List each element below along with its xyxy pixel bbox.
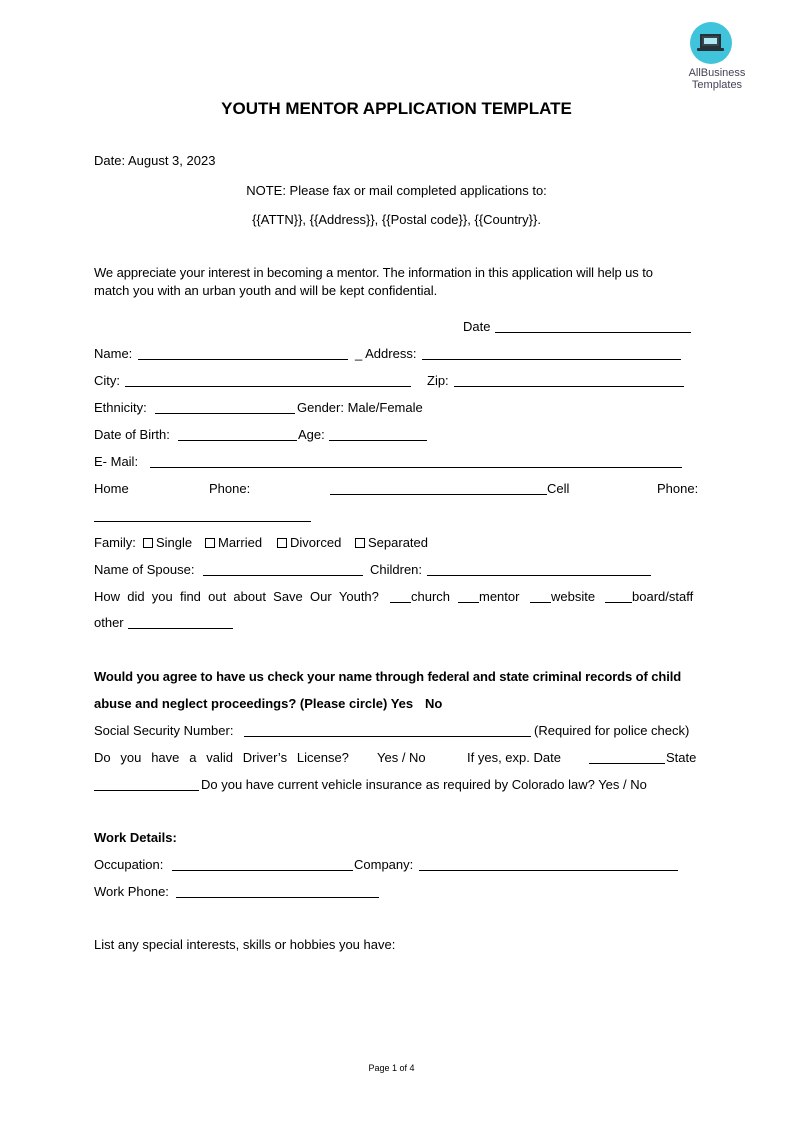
home-phone-field[interactable] bbox=[330, 494, 547, 495]
work-phone-label: Work Phone: bbox=[94, 884, 169, 899]
spouse-field[interactable] bbox=[203, 575, 363, 576]
mailing-address: {{ATTN}}, {{Address}}, {{Postal code}}, {{Country}}. bbox=[252, 212, 541, 227]
license-state-field[interactable] bbox=[94, 790, 199, 791]
intro-line-2: match you with an urban youth and will be kept confidential. bbox=[94, 283, 438, 298]
referral-other-field[interactable] bbox=[128, 628, 233, 629]
note-line: NOTE: Please fax or mail completed applications to: bbox=[246, 183, 547, 198]
ssn-field[interactable] bbox=[244, 736, 531, 737]
occupation-label: Occupation: bbox=[94, 857, 164, 872]
intro-line-1: We appreciate your interest in becoming a mentor. The information in this application will help us to bbox=[94, 265, 653, 280]
name-field[interactable] bbox=[138, 359, 348, 360]
children-label: Children: bbox=[370, 562, 423, 577]
page-title: YOUTH MENTOR APPLICATION TEMPLATE bbox=[221, 99, 572, 118]
laptop-base-icon bbox=[697, 48, 724, 51]
ethnicity-label: Ethnicity: bbox=[94, 400, 147, 415]
checkbox-icon[interactable] bbox=[355, 538, 365, 548]
city-field[interactable] bbox=[125, 386, 411, 387]
dob-field[interactable] bbox=[178, 440, 297, 441]
occupation-field[interactable] bbox=[172, 870, 353, 871]
home-label: Home bbox=[94, 481, 129, 496]
insurance-question: Do you have current vehicle insurance as required by Colorado law? Yes / No bbox=[201, 777, 647, 792]
email-label: E- Mail: bbox=[94, 454, 139, 469]
checkbox-icon[interactable] bbox=[205, 538, 215, 548]
children-field[interactable] bbox=[427, 575, 651, 576]
family-option-separated[interactable]: Separated bbox=[355, 535, 428, 550]
address-label: _ Address: bbox=[355, 346, 417, 361]
company-label: Company: bbox=[354, 857, 414, 872]
work-phone-field[interactable] bbox=[176, 897, 379, 898]
referral-board: board/staff bbox=[632, 589, 694, 604]
referral-church-blank[interactable] bbox=[390, 602, 411, 603]
city-label: City: bbox=[94, 373, 120, 388]
background-check-question-2: abuse and neglect proceedings? (Please circle) Yes bbox=[94, 696, 414, 711]
zip-field[interactable] bbox=[454, 386, 684, 387]
age-label: Age: bbox=[298, 427, 325, 442]
work-details-heading: Work Details: bbox=[94, 830, 177, 845]
cell-phone-label: Phone: bbox=[657, 481, 699, 496]
interests-label: List any special interests, skills or hobbies you have: bbox=[94, 937, 396, 952]
zip-label: Zip: bbox=[427, 373, 449, 388]
referral-board-blank[interactable] bbox=[605, 602, 632, 603]
drivers-license-question: Do you have a valid Driver’s License? bbox=[94, 750, 349, 765]
family-option-single[interactable]: Single bbox=[143, 535, 192, 550]
spouse-label: Name of Spouse: bbox=[94, 562, 195, 577]
logo-text-line1: AllBusiness bbox=[688, 67, 746, 79]
cell-label: Cell bbox=[547, 481, 570, 496]
ethnicity-field[interactable] bbox=[155, 413, 295, 414]
family-option-divorced[interactable]: Divorced bbox=[277, 535, 341, 550]
date-label: Date bbox=[463, 319, 491, 334]
company-field[interactable] bbox=[419, 870, 678, 871]
family-option-married[interactable]: Married bbox=[205, 535, 262, 550]
family-label: Family: bbox=[94, 535, 136, 550]
license-state-label: State bbox=[666, 750, 697, 765]
date-field[interactable] bbox=[495, 332, 691, 333]
email-field[interactable] bbox=[150, 467, 682, 468]
referral-question: How did you find out about Save Our Youth? bbox=[94, 589, 379, 604]
referral-mentor: mentor bbox=[479, 589, 520, 604]
home-phone-label: Phone: bbox=[209, 481, 251, 496]
page-number: Page 1 of 4 bbox=[368, 1063, 415, 1073]
license-expiry-field[interactable] bbox=[589, 763, 665, 764]
laptop-icon bbox=[700, 34, 721, 48]
referral-website-blank[interactable] bbox=[530, 602, 551, 603]
age-field[interactable] bbox=[329, 440, 427, 441]
gender-label[interactable]: Gender: Male/Female bbox=[297, 400, 423, 415]
address-field[interactable] bbox=[422, 359, 681, 360]
logo-text-line2: Templates bbox=[691, 79, 743, 91]
cell-phone-field[interactable] bbox=[94, 521, 311, 522]
dob-label: Date of Birth: bbox=[94, 427, 170, 442]
checkbox-icon[interactable] bbox=[277, 538, 287, 548]
referral-website: website bbox=[551, 589, 596, 604]
background-check-question-1: Would you agree to have us check your name through federal and state criminal records of child bbox=[94, 669, 682, 684]
license-expiry-label: If yes, exp. Date bbox=[467, 750, 561, 765]
referral-mentor-blank[interactable] bbox=[458, 602, 479, 603]
background-check-no[interactable]: No bbox=[425, 696, 443, 711]
name-label: Name: bbox=[94, 346, 133, 361]
drivers-license-yes-no[interactable]: Yes / No bbox=[377, 750, 426, 765]
referral-church: church bbox=[411, 589, 451, 604]
document-date: Date: August 3, 2023 bbox=[94, 153, 216, 168]
referral-other-label: other bbox=[94, 615, 124, 630]
ssn-label: Social Security Number: bbox=[94, 723, 234, 738]
ssn-note: (Required for police check) bbox=[534, 723, 690, 738]
checkbox-icon[interactable] bbox=[143, 538, 153, 548]
